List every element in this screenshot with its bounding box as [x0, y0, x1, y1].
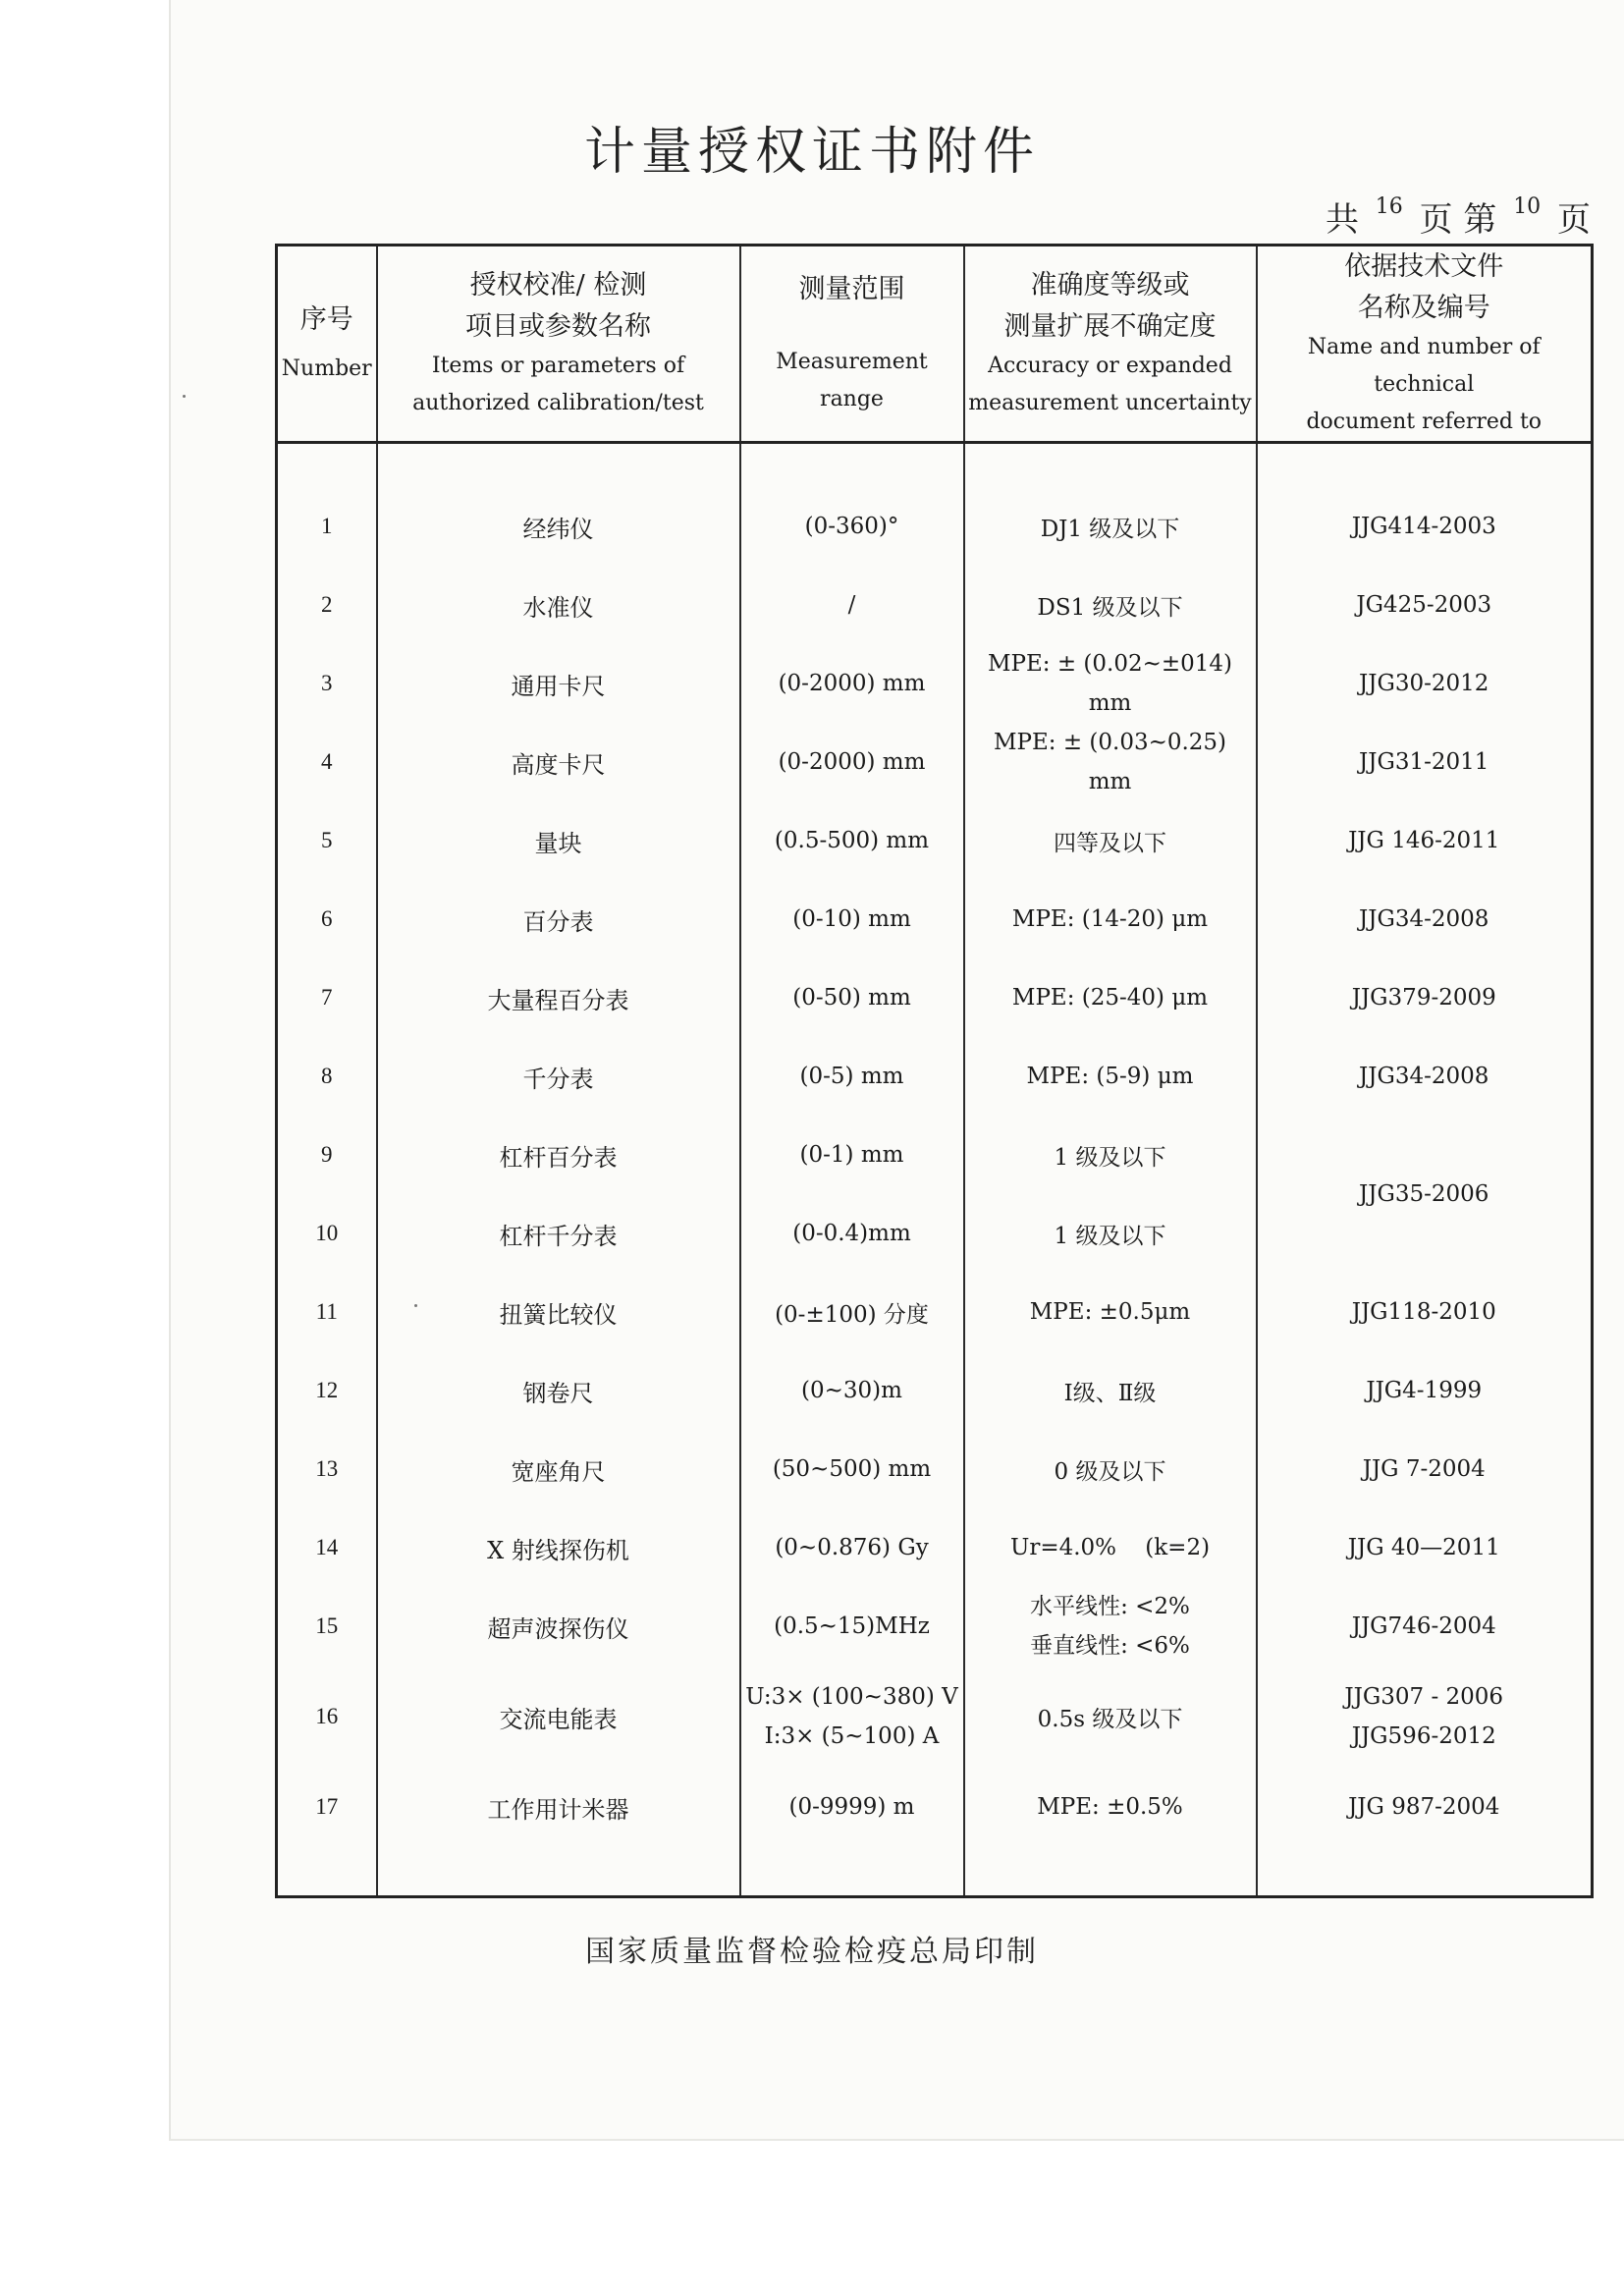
row-accuracy: MPE: (14-20) μm [964, 880, 1257, 958]
header-range-zh: 测量范围 [798, 274, 905, 304]
header-accuracy [964, 246, 1257, 443]
row-item-name: 钢卷尺 [377, 1351, 740, 1430]
table-row [277, 1430, 1593, 1508]
row-document: JJG30-2012 [1257, 644, 1593, 723]
row-item-name: 超声波探伤仪 [377, 1587, 740, 1666]
row-accuracy: MPE: (25-40) μm [964, 958, 1257, 1037]
row-document: JJG118-2010 [1257, 1273, 1593, 1351]
row-item-name: 扭簧比较仪 [377, 1273, 740, 1351]
row-range: (0-2000) mm [740, 723, 964, 801]
table-row [277, 1116, 1593, 1194]
page-total: 16 [1375, 194, 1403, 219]
row-range: (0~0.876) Gy [740, 1508, 964, 1587]
row-number: 5 [277, 801, 377, 880]
row-range [740, 1666, 964, 1768]
row-range: (0.5-500) mm [740, 801, 964, 880]
row-document: JJG 7-2004 [1257, 1430, 1593, 1508]
row-item-name: 交流电能表 [377, 1666, 740, 1768]
row-accuracy-line2: mm [1088, 690, 1132, 716]
row-item-name: 千分表 [377, 1037, 740, 1116]
row-accuracy-line1: 水平线性: <2% [1030, 1594, 1190, 1619]
row-item-name: 高度卡尺 [377, 723, 740, 801]
header-accuracy-zh1: 准确度等级或 [1030, 270, 1190, 301]
row-number: 12 [277, 1351, 377, 1430]
row-range: (0-50) mm [740, 958, 964, 1037]
page-mid: 页 第 [1419, 200, 1497, 240]
row-number: 3 [277, 644, 377, 723]
row-document-line1: JJG307 - 2006 [1344, 1684, 1504, 1710]
row-range: (0-1) mm [740, 1116, 964, 1194]
row-item-name: X 射线探伤机 [377, 1508, 740, 1587]
table-row [277, 1037, 1593, 1116]
row-number: 6 [277, 880, 377, 958]
table-row [277, 566, 1593, 644]
row-range: / [740, 566, 964, 644]
row-range-line2: I:3× (5~100) A [764, 1723, 940, 1749]
header-document [1257, 246, 1593, 443]
row-range: (0-360)° [740, 443, 964, 567]
row-number: 4 [277, 723, 377, 801]
row-number: 10 [277, 1194, 377, 1273]
header-items-zh2: 项目或参数名称 [465, 311, 651, 342]
row-accuracy: MPE: ±0.5μm [964, 1273, 1257, 1351]
row-accuracy-line1: MPE: ± (0.03~0.25) [993, 730, 1227, 755]
row-document: JJG 40—2011 [1257, 1508, 1593, 1587]
row-range: (0.5~15)MHz [740, 1587, 964, 1666]
table-row [277, 1273, 1593, 1351]
row-document: JG425-2003 [1257, 566, 1593, 644]
page-current: 10 [1513, 194, 1542, 219]
page-suffix: 页 [1557, 200, 1591, 240]
table-row [277, 1587, 1593, 1666]
row-item-name: 工作用计米器 [377, 1768, 740, 1897]
row-document: JJG746-2004 [1257, 1587, 1593, 1666]
row-range: (50~500) mm [740, 1430, 964, 1508]
header-document-en2: document referred to [1306, 410, 1543, 434]
row-document: JJG379-2009 [1257, 958, 1593, 1037]
row-accuracy-line2: 垂直线性: <6% [1030, 1633, 1190, 1659]
table-header-row [277, 246, 1593, 443]
header-items-zh1: 授权校准/ 检测 [469, 270, 647, 301]
header-document-zh1: 依据技术文件 [1344, 251, 1504, 282]
table-row [277, 880, 1593, 958]
row-item-name: 百分表 [377, 880, 740, 958]
row-item-name: 量块 [377, 801, 740, 880]
row-number: 15 [277, 1587, 377, 1666]
row-accuracy: MPE: ±0.5% [964, 1768, 1257, 1897]
page-number [1326, 192, 1591, 241]
row-number: 2 [277, 566, 377, 644]
scan-speck [183, 395, 186, 398]
table-row [277, 801, 1593, 880]
row-accuracy: DS1 级及以下 [964, 566, 1257, 644]
header-number-en: Number [281, 356, 372, 381]
table-row [277, 1666, 1593, 1768]
table-row [277, 644, 1593, 723]
row-number: 16 [277, 1666, 377, 1768]
row-number: 14 [277, 1508, 377, 1587]
row-range: (0-9999) m [740, 1768, 964, 1897]
header-document-zh2: 名称及编号 [1357, 293, 1490, 323]
table-row [277, 723, 1593, 801]
header-items [377, 246, 740, 443]
document-footer: 国家质量监督检验检疫总局印制 [585, 1935, 1039, 1969]
row-number: 17 [277, 1768, 377, 1897]
table-row [277, 958, 1593, 1037]
row-item-name: 水准仪 [377, 566, 740, 644]
row-range: (0~30)m [740, 1351, 964, 1430]
row-accuracy: DJ1 级及以下 [964, 443, 1257, 567]
row-item-name: 通用卡尺 [377, 644, 740, 723]
row-item-name: 宽座角尺 [377, 1430, 740, 1508]
row-range: (0-10) mm [740, 880, 964, 958]
row-accuracy [964, 723, 1257, 801]
row-number: 7 [277, 958, 377, 1037]
row-document: JJG414-2003 [1257, 443, 1593, 567]
authorization-table [275, 244, 1594, 1898]
row-accuracy: 四等及以下 [964, 801, 1257, 880]
row-accuracy: 1 级及以下 [964, 1194, 1257, 1273]
row-number: 11 [277, 1273, 377, 1351]
table-row [277, 1768, 1593, 1897]
row-number: 13 [277, 1430, 377, 1508]
row-document: JJG 146-2011 [1257, 801, 1593, 880]
row-accuracy: 1 级及以下 [964, 1116, 1257, 1194]
header-accuracy-en2: measurement uncertainty [968, 391, 1252, 415]
row-range: (0-5) mm [740, 1037, 964, 1116]
row-accuracy-line2: mm [1088, 769, 1132, 794]
row-document [1257, 1666, 1593, 1768]
header-number [277, 246, 377, 443]
row-accuracy: Ⅰ级、Ⅱ级 [964, 1351, 1257, 1430]
row-item-name: 大量程百分表 [377, 958, 740, 1037]
row-accuracy: Ur=4.0% (k=2) [964, 1508, 1257, 1587]
header-items-en1: Items or parameters of [431, 354, 685, 378]
row-range: (0-0.4)mm [740, 1194, 964, 1273]
row-range: (0-2000) mm [740, 644, 964, 723]
row-document: JJG34-2008 [1257, 1037, 1593, 1116]
row-accuracy: 0.5s 级及以下 [964, 1666, 1257, 1768]
row-accuracy: 0 级及以下 [964, 1430, 1257, 1508]
header-accuracy-en1: Accuracy or expanded [988, 354, 1232, 378]
header-items-en2: authorized calibration/test [412, 391, 704, 415]
row-number: 1 [277, 443, 377, 567]
row-accuracy: MPE: (5-9) μm [964, 1037, 1257, 1116]
header-range [740, 246, 964, 443]
document-title: 计量授权证书附件 [583, 123, 1040, 182]
row-document: JJG31-2011 [1257, 723, 1593, 801]
row-item-name: 杠杆千分表 [377, 1194, 740, 1273]
row-document: JJG34-2008 [1257, 880, 1593, 958]
header-number-zh: 序号 [299, 304, 353, 335]
row-accuracy [964, 1587, 1257, 1666]
header-accuracy-zh2: 测量扩展不确定度 [1003, 311, 1217, 342]
table-row [277, 1508, 1593, 1587]
row-item-name: 杠杆百分表 [377, 1116, 740, 1194]
row-document: JJG4-1999 [1257, 1351, 1593, 1430]
row-range-line1: U:3× (100~380) V [745, 1684, 958, 1710]
header-range-en: Measurement range [776, 350, 928, 411]
row-item-name: 经纬仪 [377, 443, 740, 567]
row-number: 9 [277, 1116, 377, 1194]
row-document: JJG35-2006 [1257, 1116, 1593, 1273]
row-document-line2: JJG596-2012 [1351, 1723, 1496, 1749]
header-document-en1: Name and number of technical [1307, 335, 1541, 397]
page-total-prefix: 共 [1325, 200, 1359, 240]
row-range: (0-±100) 分度 [740, 1273, 964, 1351]
table-row [277, 443, 1593, 567]
row-document: JJG 987-2004 [1257, 1768, 1593, 1897]
row-accuracy-line1: MPE: ± (0.02~±014) [987, 651, 1233, 677]
row-accuracy [964, 644, 1257, 723]
table-row [277, 1351, 1593, 1430]
row-number: 8 [277, 1037, 377, 1116]
